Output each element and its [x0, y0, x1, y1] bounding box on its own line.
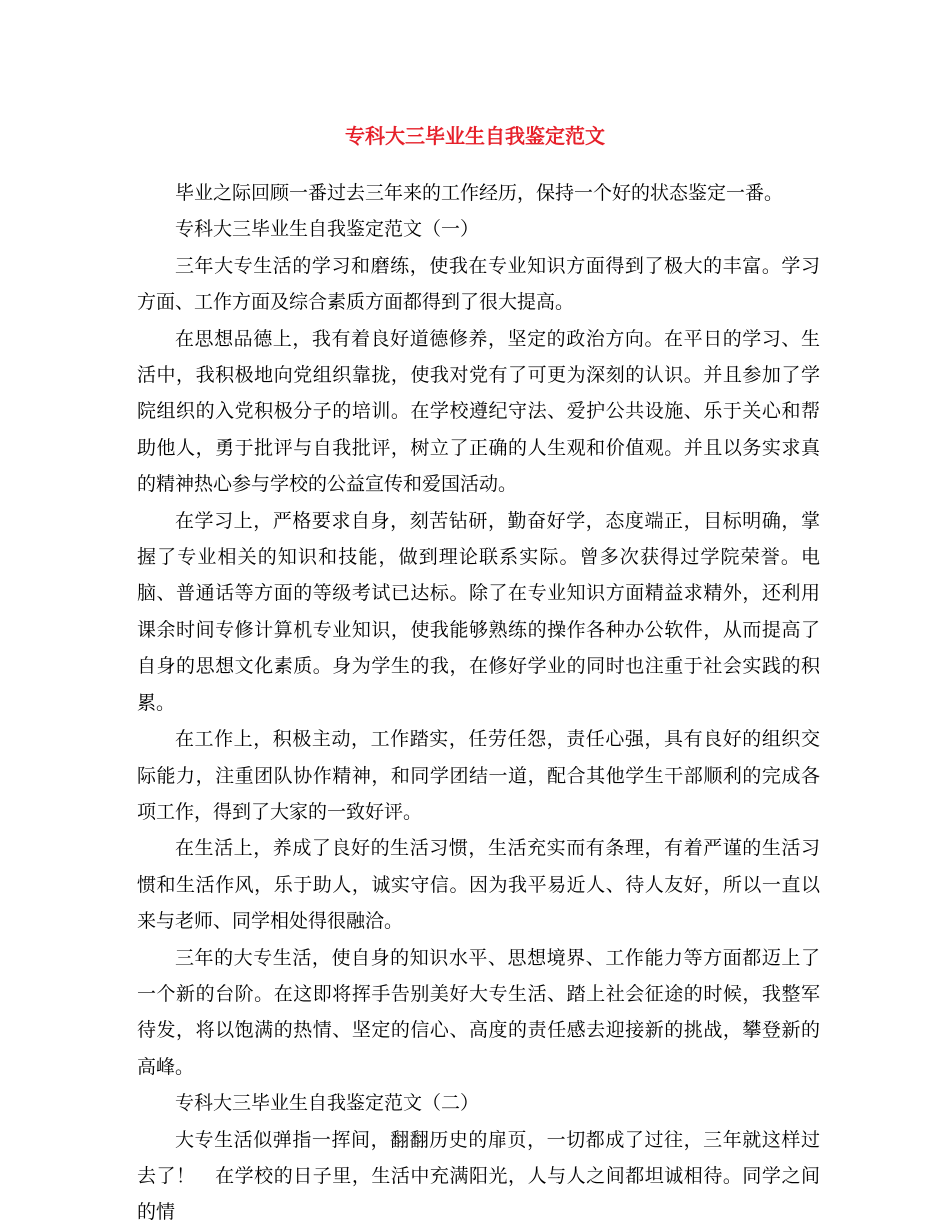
section-heading-one: 专科大三毕业生自我鉴定范文（一）	[175, 218, 480, 241]
paragraph-college-life: 大专生活似弹指一挥间，翻翻历史的扉页，一切都成了过往，三年就这样过去了！ 在学校的日子里，生活中充满阳光，人与人之间都坦诚相待。同学之间的情	[137, 1128, 820, 1224]
paragraph-summary: 三年的大专生活，使自身的知识水平、思想境界、工作能力等方面都迈上了一个新的台阶。在这即将挥手告别美好大专生活、踏上社会征途的时候，我整军待发，将以饱满的热情、坚定的信心、高度的责任感去迎接新的挑战，攀登新的高峰。	[137, 946, 820, 1078]
paragraph-intro: 毕业之际回顾一番过去三年来的工作经历，保持一个好的状态鉴定一番。	[175, 182, 784, 204]
document-title: 专科大三毕业生自我鉴定范文	[345, 124, 605, 148]
paragraph-study: 在学习上，严格要求自身，刻苦钻研，勤奋好学，态度端正，目标明确，掌握了专业相关的知识和技能，做到理论联系实际。曾多次获得过学院荣誉。电脑、普通话等方面的等级考试已达标。除了在专业知识方面精益求精外，还利用课余时间专修计算机专业知识，使我能够熟练的操作各种办公软件，从而提高了自身的思想文化素质。身为学生的我，在修好学业的同时也注重于社会实践的积累。	[137, 509, 820, 714]
paragraph-ideology: 在思想品德上，我有着良好道德修养，坚定的政治方向。在平日的学习、生活中，我积极地向党组织靠拢，使我对党有了可更为深刻的认识。并且参加了学院组织的入党积极分子的培训。在学校遵纪守法、爱护公共设施、乐于关心和帮助他人，勇于批评与自我批评，树立了正确的人生观和价值观。并且以务实求真的精神热心参与学校的公益宣传和爱国活动。	[137, 327, 820, 496]
paragraph-life: 在生活上，养成了良好的生活习惯，生活充实而有条理，有着严谨的生活习惯和生活作风，乐于助人，诚实守信。因为我平易近人、待人友好，所以一直以来与老师、同学相处得很融洽。	[137, 837, 820, 933]
paragraph-work: 在工作上，积极主动，工作踏实，任劳任怨，责任心强，具有良好的组织交际能力，注重团队协作精神，和同学团结一道，配合其他学生干部顺利的完成各项工作，得到了大家的一致好评。	[137, 728, 820, 823]
paragraph-overview: 三年大专生活的学习和磨练，使我在专业知识方面得到了极大的丰富。学习方面、工作方面及综合素质方面都得到了很大提高。	[137, 254, 820, 314]
section-heading-two: 专科大三毕业生自我鉴定范文（二）	[175, 1092, 480, 1115]
document-body	[137, 175, 820, 1231]
